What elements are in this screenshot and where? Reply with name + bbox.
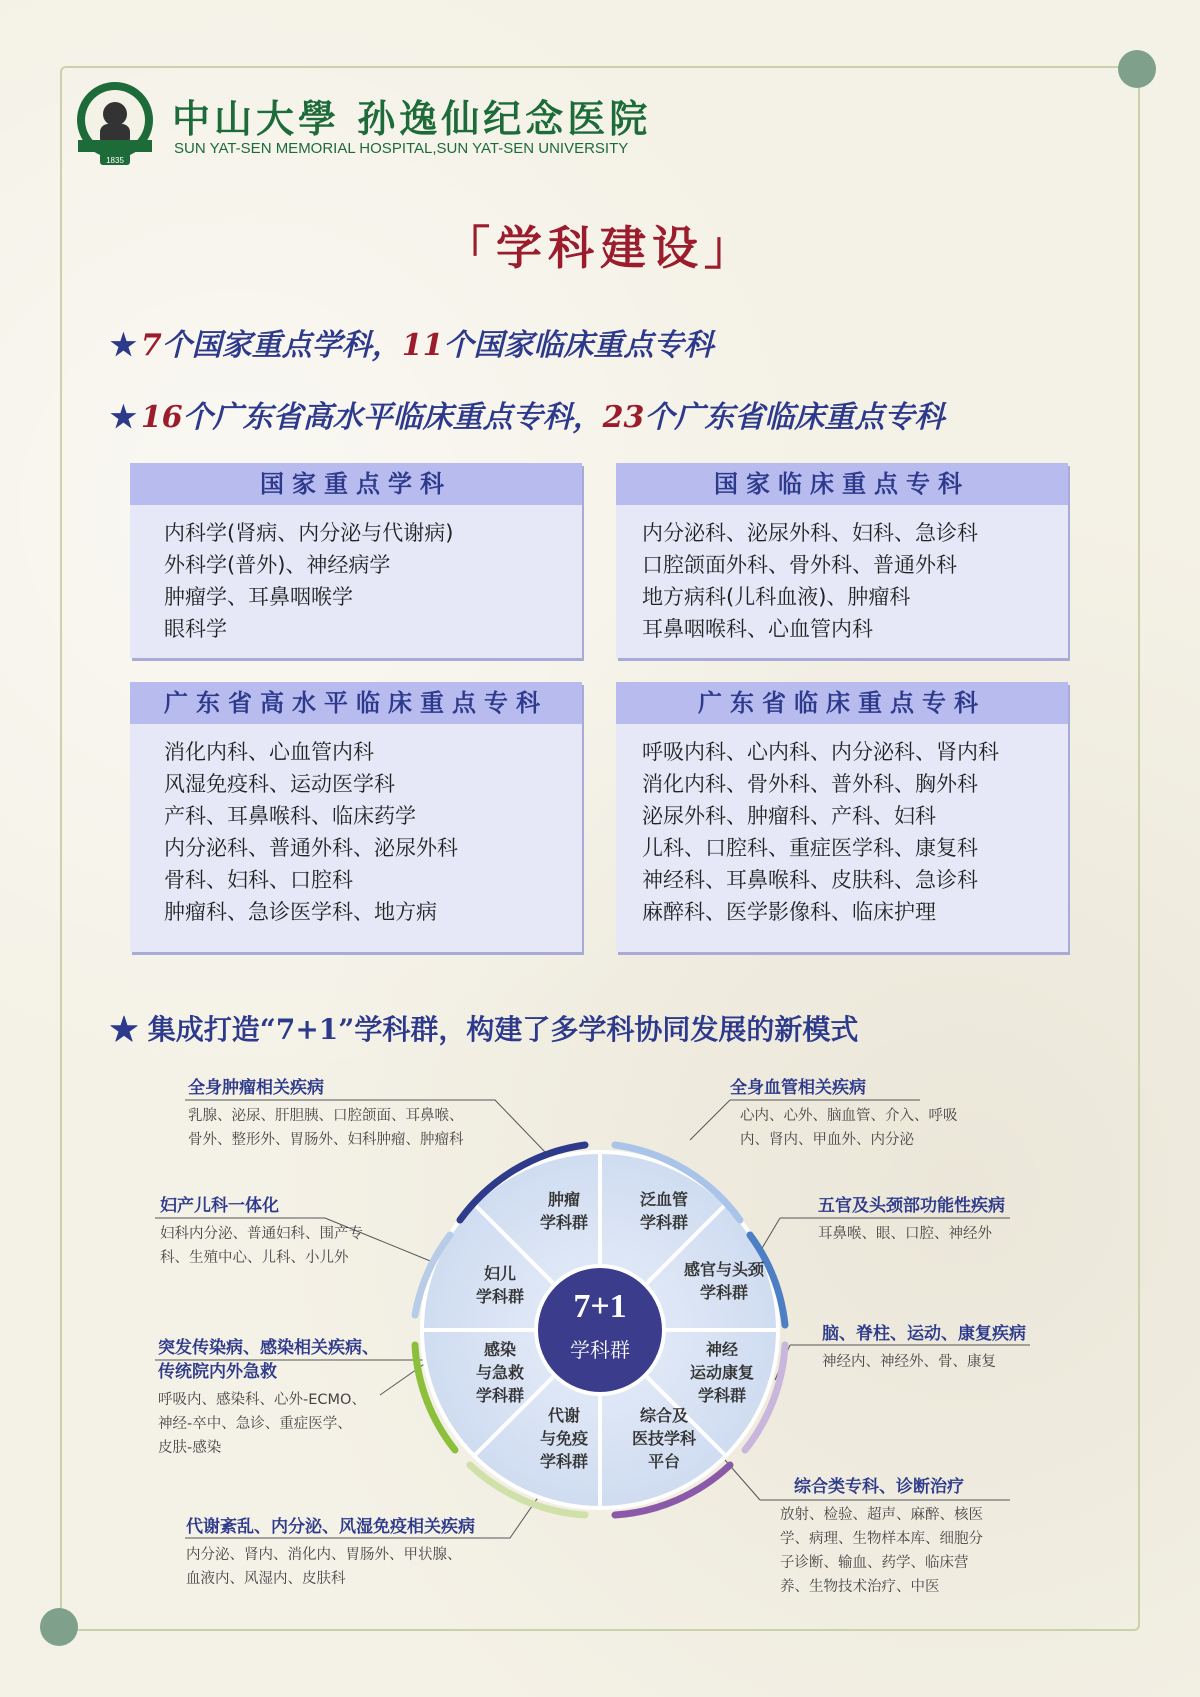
- annotation-line: 骨外、整形外、胃肠外、妇科肿瘤、肿瘤科: [188, 1132, 464, 1148]
- box-line: 外科学(普外)、神经病学: [164, 553, 391, 577]
- annotation-maternal: [160, 1194, 363, 1270]
- annotation-line: 妇科内分泌、普通妇科、围产专: [160, 1226, 363, 1242]
- box-guangdong-high-level-specialties: [130, 682, 582, 952]
- annotation-line: 放射、检验、超声、麻醉、核医: [780, 1507, 983, 1523]
- box-line: 呼吸内科、心内科、内分泌科、肾内科: [642, 740, 999, 764]
- annotation-title: 突发传染病、感染相关疾病、: [158, 1338, 379, 1358]
- box-title: 国家临床重点专科: [616, 463, 1068, 505]
- segment-infection: 感染 与急救 学科群: [475, 1340, 524, 1405]
- annotation-title: 传统院内外急救: [158, 1362, 277, 1382]
- box-line: 内科学(肾病、内分泌与代谢病): [164, 521, 454, 545]
- annotation-title: 综合类专科、诊断治疗: [794, 1477, 964, 1497]
- annotation-line: 耳鼻喉、眼、口腔、神经外: [818, 1226, 992, 1242]
- annotation-title: 代谢紊乱、内分泌、风湿免疫相关疾病: [186, 1517, 475, 1537]
- box-line: 内分泌科、泌尿外科、妇科、急诊科: [642, 521, 978, 545]
- segment-tumor: 肿瘤 学科群: [539, 1190, 588, 1232]
- annotation-senses: [818, 1194, 1005, 1246]
- box-line: 骨科、妇科、口腔科: [164, 868, 353, 892]
- annotation-infection: [158, 1336, 379, 1460]
- corner-dot-bottom: [40, 1608, 78, 1646]
- box-line: 风湿免疫科、运动医学科: [164, 772, 395, 796]
- box-line: 麻醉科、医学影像科、临床护理: [642, 900, 936, 924]
- bullet-national: ★ 7个国家重点学科，11个国家临床重点专科: [110, 328, 714, 363]
- annotation-line: 呼吸内、感染科、心外-ECMO、: [158, 1392, 366, 1408]
- annotation-title: 五官及头颈部功能性疾病: [818, 1196, 1005, 1216]
- segment-metabolic: 代谢 与免疫 学科群: [539, 1406, 588, 1471]
- box-line: 消化内科、骨外科、普外科、胸外科: [642, 772, 978, 796]
- box-line: 肿瘤学、耳鼻咽喉学: [164, 585, 353, 609]
- bullet-guangdong: ★ 16个广东省高水平临床重点专科，23个广东省临床重点专科: [110, 400, 945, 435]
- annotation-line: 皮肤-感染: [158, 1440, 222, 1456]
- annotation-line: 血液内、风湿内、皮肤科: [186, 1571, 346, 1587]
- box-national-key-disciplines: [130, 463, 582, 658]
- hospital-name-cn: 中山大學 孙逸仙纪念医院: [172, 96, 652, 141]
- annotation-metabolic: [186, 1515, 475, 1591]
- segment-maternal: 妇儿 学科群: [475, 1264, 524, 1306]
- box-line: 产科、耳鼻喉科、临床药学: [164, 804, 416, 828]
- annotation-line: 内、肾内、甲血外、内分泌: [740, 1132, 914, 1148]
- hospital-logo: [70, 78, 160, 168]
- wheel-center-number: 7+1: [573, 1288, 627, 1325]
- annotation-line: 心内、心外、脑血管、介入、呼吸: [740, 1108, 958, 1124]
- annotation-line: 科、生殖中心、儿科、小儿外: [160, 1250, 349, 1266]
- annotation-title: 全身肿瘤相关疾病: [188, 1078, 324, 1098]
- box-title: 国家重点学科: [130, 463, 582, 505]
- corner-dot-top: [1118, 50, 1156, 88]
- annotation-neuro: [822, 1322, 1026, 1374]
- box-line: 耳鼻咽喉科、心血管内科: [642, 617, 873, 641]
- annotation-comprehensive: [780, 1475, 983, 1599]
- box-title: 广东省临床重点专科: [616, 682, 1068, 724]
- segment-neuro: 神经 运动康复 学科群: [689, 1340, 754, 1405]
- box-line: 内分泌科、普通外科、泌尿外科: [164, 836, 458, 860]
- box-line: 儿科、口腔科、重症医学科、康复科: [642, 836, 978, 860]
- segment-comprehensive: 综合及 医技学科 平台: [631, 1406, 696, 1471]
- svg-text:1835: 1835: [106, 156, 124, 165]
- box-line: 口腔颌面外科、骨外科、普通外科: [642, 553, 957, 577]
- annotation-line: 神经-卒中、急诊、重症医学、: [158, 1416, 352, 1432]
- box-guangdong-clinical-specialties: [616, 682, 1068, 952]
- bullet-7plus1: ★ 集成打造“7+1”学科群，构建了多学科协同发展的新模式: [110, 1013, 859, 1046]
- wheel-center-label: 学科群: [570, 1338, 630, 1362]
- box-line: 消化内科、心血管内科: [164, 740, 374, 764]
- annotation-line: 乳腺、泌尿、肝胆胰、口腔颌面、耳鼻喉、: [188, 1108, 464, 1124]
- annotation-line: 学、病理、生物样本库、细胞分: [780, 1531, 983, 1547]
- box-title: 广东省高水平临床重点专科: [130, 682, 582, 724]
- box-line: 泌尿外科、肿瘤科、产科、妇科: [642, 804, 936, 828]
- box-line: 眼科学: [164, 617, 227, 641]
- annotation-tumor: [188, 1076, 464, 1152]
- annotation-line: 神经内、神经外、骨、康复: [822, 1354, 996, 1370]
- segment-vascular: 泛血管 学科群: [639, 1190, 688, 1232]
- annotation-line: 子诊断、输血、药学、临床营: [780, 1555, 969, 1571]
- annotation-title: 全身血管相关疾病: [730, 1078, 866, 1098]
- annotation-line: 内分泌、肾内、消化内、胃肠外、甲状腺、: [186, 1547, 462, 1563]
- section-title: 「学科建设」: [444, 221, 756, 275]
- box-national-clinical-specialties: [616, 463, 1068, 658]
- box-line: 地方病科(儿科血液)、肿瘤科: [642, 585, 911, 609]
- annotation-line: 养、生物技术治疗、中医: [780, 1579, 940, 1595]
- segment-senses: 感官与头颈 学科群: [683, 1260, 764, 1302]
- box-line: 肿瘤科、急诊医学科、地方病: [164, 900, 437, 924]
- annotation-title: 脑、脊柱、运动、康复疾病: [822, 1324, 1026, 1344]
- annotation-vascular: [730, 1076, 958, 1152]
- annotation-title: 妇产儿科一体化: [160, 1196, 279, 1216]
- hospital-name-en: SUN YAT-SEN MEMORIAL HOSPITAL,SUN YAT-SEN UNIVERSITY: [174, 140, 629, 157]
- box-line: 神经科、耳鼻喉科、皮肤科、急诊科: [642, 868, 978, 892]
